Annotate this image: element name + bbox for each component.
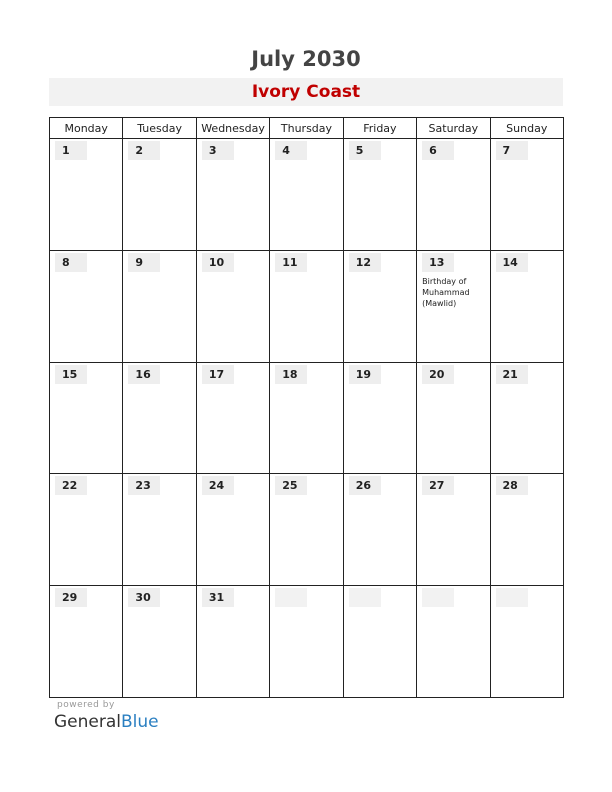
holiday-label: Birthday of Muhammad (Mawlid) bbox=[422, 276, 470, 308]
day-cell bbox=[490, 362, 563, 474]
day-cell bbox=[417, 362, 490, 474]
day-number: 4 bbox=[275, 141, 307, 160]
day-cell bbox=[490, 139, 563, 251]
day-cell bbox=[270, 586, 343, 698]
day-cell bbox=[196, 586, 269, 698]
day-number: 1 bbox=[55, 141, 87, 160]
day-number: 3 bbox=[202, 141, 234, 160]
day-cell bbox=[123, 139, 196, 251]
day-cell bbox=[270, 250, 343, 362]
day-number: 23 bbox=[128, 476, 160, 495]
day-number: 17 bbox=[202, 365, 234, 384]
day-number: 14 bbox=[496, 253, 528, 272]
day-cell bbox=[490, 250, 563, 362]
day-number: 20 bbox=[422, 365, 454, 384]
day-cell bbox=[123, 250, 196, 362]
weekday-thursday: Thursday bbox=[270, 118, 343, 139]
day-number: 6 bbox=[422, 141, 454, 160]
day-number bbox=[496, 588, 528, 607]
weekday-saturday: Saturday bbox=[417, 118, 490, 139]
day-cell bbox=[417, 250, 490, 362]
day-cell bbox=[196, 250, 269, 362]
day-number: 28 bbox=[496, 476, 528, 495]
day-number: 8 bbox=[55, 253, 87, 272]
day-cell bbox=[50, 362, 123, 474]
day-number: 11 bbox=[275, 253, 307, 272]
day-cell bbox=[50, 250, 123, 362]
calendar-grid bbox=[49, 117, 564, 698]
day-number: 30 bbox=[128, 588, 160, 607]
day-cell bbox=[417, 139, 490, 251]
day-cell bbox=[490, 586, 563, 698]
brand-general: General bbox=[54, 712, 121, 732]
day-number: 27 bbox=[422, 476, 454, 495]
day-cell bbox=[123, 362, 196, 474]
weekday-tuesday: Tuesday bbox=[123, 118, 196, 139]
day-cell bbox=[343, 362, 416, 474]
day-number: 5 bbox=[349, 141, 381, 160]
week-row bbox=[50, 586, 564, 698]
day-number: 12 bbox=[349, 253, 381, 272]
day-cell bbox=[270, 362, 343, 474]
day-cell bbox=[196, 362, 269, 474]
day-number: 19 bbox=[349, 365, 381, 384]
brand-blue: Blue bbox=[121, 712, 159, 732]
weekday-monday: Monday bbox=[50, 118, 123, 139]
day-cell bbox=[417, 586, 490, 698]
day-number: 16 bbox=[128, 365, 160, 384]
day-cell bbox=[417, 474, 490, 586]
country-name: Ivory Coast bbox=[251, 82, 361, 102]
day-number: 31 bbox=[202, 588, 234, 607]
day-number: 22 bbox=[55, 476, 87, 495]
weekday-friday: Friday bbox=[343, 118, 416, 139]
weekday-wednesday: Wednesday bbox=[196, 118, 269, 139]
day-cell bbox=[123, 474, 196, 586]
day-cell bbox=[343, 139, 416, 251]
day-number bbox=[422, 588, 454, 607]
day-number: 18 bbox=[275, 365, 307, 384]
day-cell bbox=[50, 474, 123, 586]
day-number: 13 bbox=[422, 253, 454, 272]
powered-by-label: powered by bbox=[57, 700, 115, 710]
generalblue-logo[interactable] bbox=[54, 712, 159, 732]
day-number: 24 bbox=[202, 476, 234, 495]
day-cell bbox=[50, 139, 123, 251]
day-cell bbox=[490, 474, 563, 586]
day-number: 15 bbox=[55, 365, 87, 384]
day-number: 29 bbox=[55, 588, 87, 607]
day-number: 9 bbox=[128, 253, 160, 272]
day-cell bbox=[196, 474, 269, 586]
day-cell bbox=[123, 586, 196, 698]
week-row bbox=[50, 139, 564, 251]
day-number: 21 bbox=[496, 365, 528, 384]
day-number: 10 bbox=[202, 253, 234, 272]
page-title: July 2030 bbox=[251, 47, 361, 71]
weekday-header-row bbox=[50, 118, 564, 139]
day-number: 7 bbox=[496, 141, 528, 160]
day-number: 26 bbox=[349, 476, 381, 495]
week-row bbox=[50, 362, 564, 474]
day-cell bbox=[196, 139, 269, 251]
day-cell bbox=[270, 474, 343, 586]
week-row bbox=[50, 474, 564, 586]
day-number bbox=[349, 588, 381, 607]
day-cell bbox=[50, 586, 123, 698]
day-cell bbox=[270, 139, 343, 251]
day-cell bbox=[343, 250, 416, 362]
day-number: 2 bbox=[128, 141, 160, 160]
day-number: 25 bbox=[275, 476, 307, 495]
day-number bbox=[275, 588, 307, 607]
day-cell bbox=[343, 474, 416, 586]
weekday-sunday: Sunday bbox=[490, 118, 563, 139]
week-row bbox=[50, 250, 564, 362]
day-cell bbox=[343, 586, 416, 698]
country-banner bbox=[49, 78, 563, 106]
